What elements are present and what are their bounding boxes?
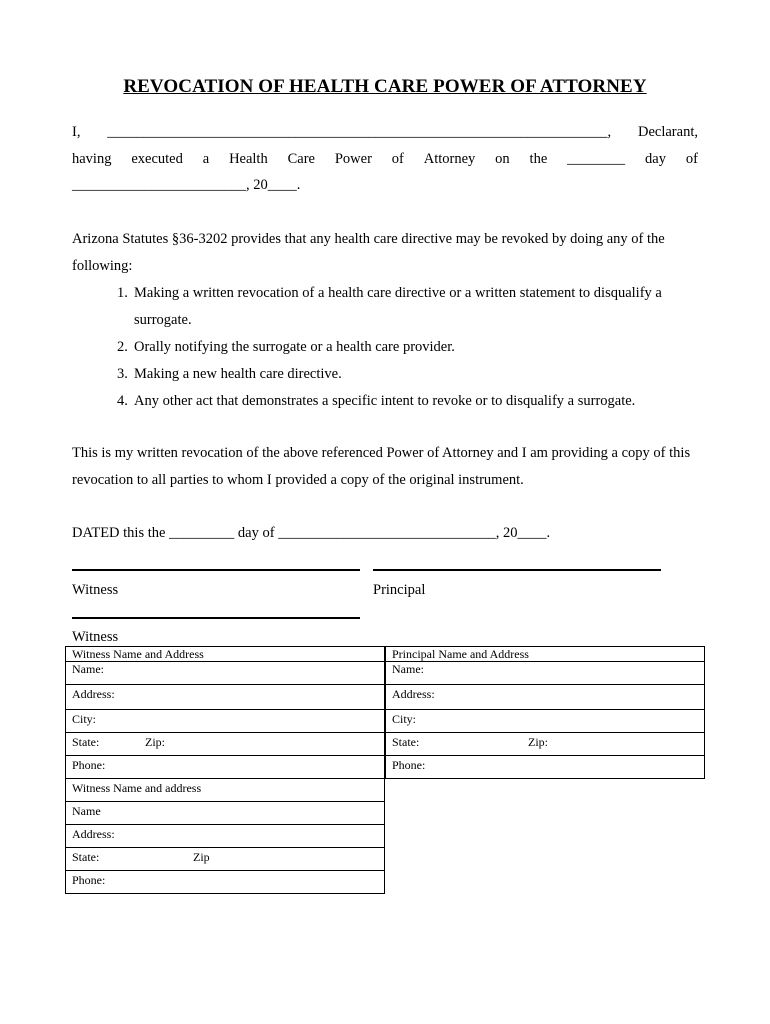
zip-label: Zip: [193, 850, 210, 864]
principal-address-field[interactable]: Address:: [386, 685, 705, 710]
list-item: [117, 280, 697, 334]
witness-label: Witness: [72, 582, 119, 598]
witness-city-field[interactable]: City:: [66, 710, 385, 733]
declarant-label: Declarant,: [638, 124, 698, 140]
witness-info-table: [65, 646, 385, 894]
word: executed: [131, 151, 183, 167]
state-label: State:: [392, 735, 420, 749]
list-text: Making a new health care directive.: [134, 366, 342, 382]
word: on: [495, 151, 510, 167]
revocation-text: This is my written revocation of the above referenced Power of Attorney and I am providing a copy of this revocation to all parties to whom I provided a copy of the original instrument.: [72, 445, 691, 488]
witness-table-header: Witness Name and Address: [66, 647, 385, 662]
principal-signature-line[interactable]: [373, 569, 661, 571]
word: of: [391, 151, 404, 167]
list-text: Any other act that demonstrates a specific intent to revoke or to disqualify a surrogate.: [134, 393, 636, 409]
word: the: [529, 151, 548, 167]
principal-city-field[interactable]: City:: [386, 710, 705, 733]
having-executed-line: [72, 151, 698, 168]
list-text: Making a written revocation of a health care directive or a written statement to disqualify a surrogate.: [134, 285, 662, 328]
declarant-line: [72, 124, 698, 141]
witness2-table-header: Witness Name and address: [66, 779, 385, 802]
dated-text[interactable]: DATED this the _________ day of ______________________________, 20____.: [72, 525, 551, 541]
witness-signature-line[interactable]: [72, 569, 360, 571]
list-item: [117, 388, 697, 415]
state-label: State:: [72, 850, 100, 864]
principal-table-header: Principal Name and Address: [386, 647, 705, 662]
witness2-address-field[interactable]: Address:: [66, 825, 385, 848]
statute-text: Arizona Statutes §36-3202 provides that any health care directive may be revoked by doing any of the following:: [72, 231, 665, 274]
witness2-state-zip-field[interactable]: [66, 848, 385, 871]
word: having: [72, 151, 112, 167]
day-blank[interactable]: ________: [567, 151, 626, 167]
word: Care: [287, 151, 315, 167]
principal-name-field[interactable]: Name:: [386, 662, 705, 685]
dated-line[interactable]: [72, 520, 698, 547]
word: of: [685, 151, 698, 167]
witness2-phone-field[interactable]: Phone:: [66, 871, 385, 894]
witness-name-field[interactable]: Name:: [66, 662, 385, 685]
witness2-name-field[interactable]: Name: [66, 802, 385, 825]
word: Power: [334, 151, 372, 167]
witness2-label: Witness: [72, 629, 119, 645]
zip-label: Zip:: [145, 735, 165, 749]
document-title: REVOCATION OF HEALTH CARE POWER OF ATTORNEY: [123, 76, 647, 97]
state-label: State:: [72, 735, 100, 749]
principal-label: Principal: [373, 582, 426, 598]
word: day: [645, 151, 666, 167]
word: Health: [229, 151, 268, 167]
revocation-methods-list: [117, 280, 697, 415]
list-number: 3.: [117, 366, 128, 382]
zip-label: Zip:: [528, 735, 548, 749]
witness-address-field[interactable]: Address:: [66, 685, 385, 710]
principal-info-table: [385, 646, 705, 779]
statute-paragraph: [72, 226, 698, 280]
list-text: Orally notifying the surrogate or a health care provider.: [134, 339, 455, 355]
word: Attorney: [423, 151, 476, 167]
word: a: [202, 151, 210, 167]
principal-phone-field[interactable]: Phone:: [386, 756, 705, 779]
witness-state-zip-field[interactable]: [66, 733, 385, 756]
list-number: 4.: [117, 393, 128, 409]
witness2-signature-line[interactable]: [72, 617, 360, 619]
declarant-name-blank[interactable]: _____________________________________________________________________,: [107, 124, 612, 140]
witness-phone-field[interactable]: Phone:: [66, 756, 385, 779]
revocation-paragraph: [72, 440, 698, 494]
list-item: [117, 361, 697, 388]
list-number: 1.: [117, 285, 128, 301]
declarant-pronoun: I,: [72, 124, 81, 140]
principal-state-zip-field[interactable]: [386, 733, 705, 756]
list-number: 2.: [117, 339, 128, 355]
list-item: [117, 334, 697, 361]
execution-date-blank[interactable]: ________________________, 20____.: [72, 177, 301, 193]
execution-date-line[interactable]: [72, 172, 698, 199]
